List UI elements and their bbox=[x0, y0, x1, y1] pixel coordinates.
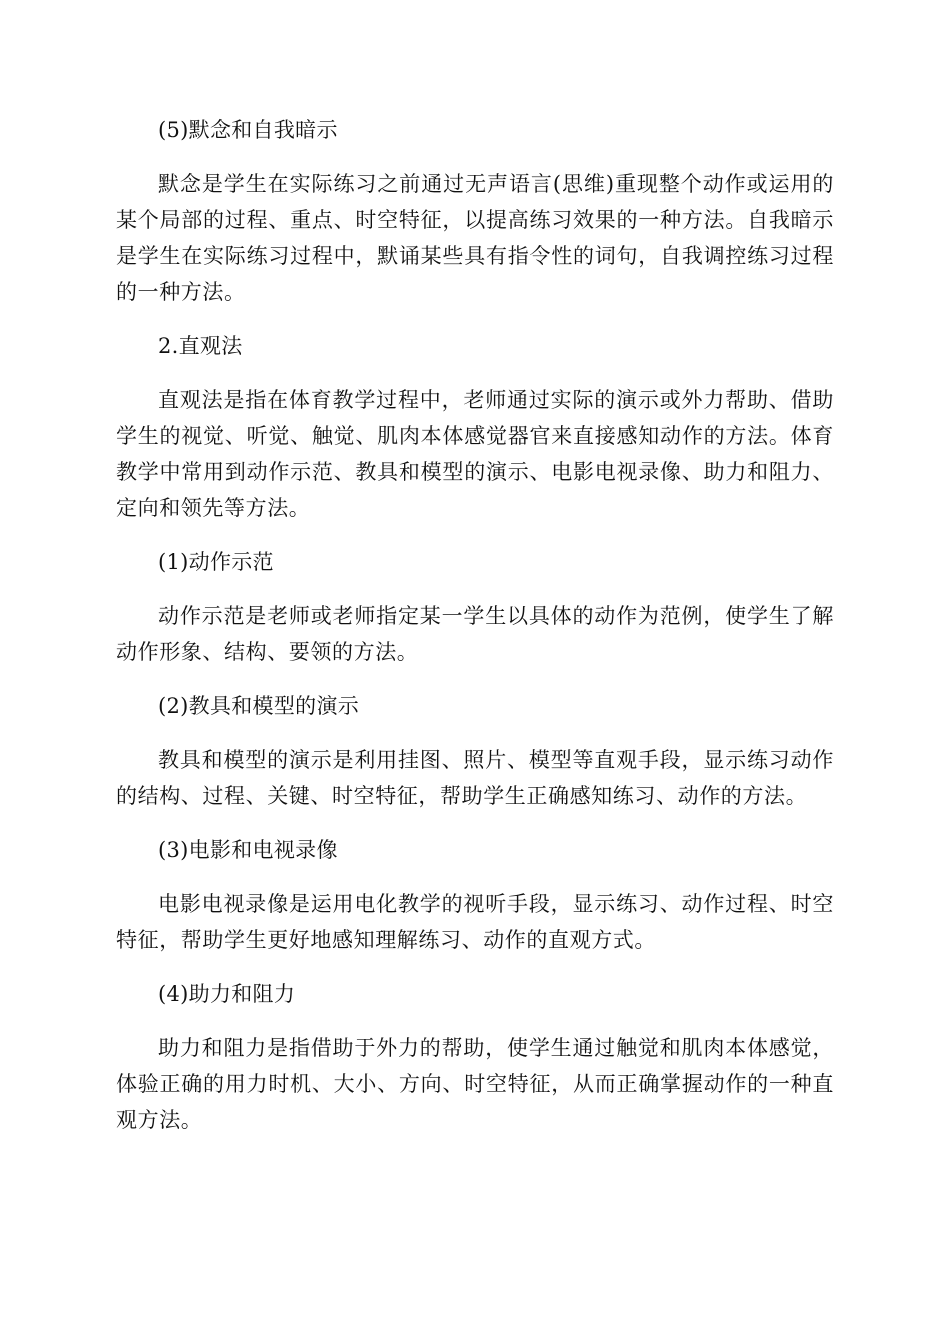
paragraph-assistance-resistance: 助力和阻力是指借助于外力的帮助，使学生通过触觉和肌肉本体感觉，体验正确的用力时机、大小、方向、时空特征，从而正确掌握动作的一种直观方法。 bbox=[116, 1036, 834, 1132]
section-heading-silent-recitation: (5)默念和自我暗示 bbox=[158, 118, 338, 142]
document-body bbox=[116, 112, 834, 1156]
paragraph-video: 电影电视录像是运用电化教学的视听手段，显示练习、动作过程、时空特征，帮助学生更好地感知理解练习、动作的直观方式。 bbox=[116, 892, 834, 952]
section-heading-teaching-aids: (2)教具和模型的演示 bbox=[158, 694, 360, 718]
section-heading-video: (3)电影和电视录像 bbox=[158, 838, 338, 862]
paragraph-demonstration: 动作示范是老师或老师指定某一学生以具体的动作为范例，使学生了解动作形象、结构、要领的方法。 bbox=[116, 604, 834, 664]
section-heading-demonstration: (1)动作示范 bbox=[158, 550, 274, 574]
section-heading-intuitive-method: 2.直观法 bbox=[158, 334, 243, 358]
paragraph-teaching-aids: 教具和模型的演示是利用挂图、照片、模型等直观手段，显示练习动作的结构、过程、关键、时空特征，帮助学生正确感知练习、动作的方法。 bbox=[116, 748, 834, 808]
section-heading-assistance-resistance: (4)助力和阻力 bbox=[158, 982, 296, 1006]
paragraph-silent-recitation: 默念是学生在实际练习之前通过无声语言(思维)重现整个动作或运用的某个局部的过程、重点、时空特征，以提高练习效果的一种方法。自我暗示是学生在实际练习过程中，默诵某些具有指令性的词句，自我调控练习过程的一种方法。 bbox=[116, 172, 834, 304]
paragraph-intuitive-method: 直观法是指在体育教学过程中，老师通过实际的演示或外力帮助、借助学生的视觉、听觉、触觉、肌肉本体感觉器官来直接感知动作的方法。体育教学中常用到动作示范、教具和模型的演示、电影电视录像、助力和阻力、定向和领先等方法。 bbox=[116, 388, 834, 520]
